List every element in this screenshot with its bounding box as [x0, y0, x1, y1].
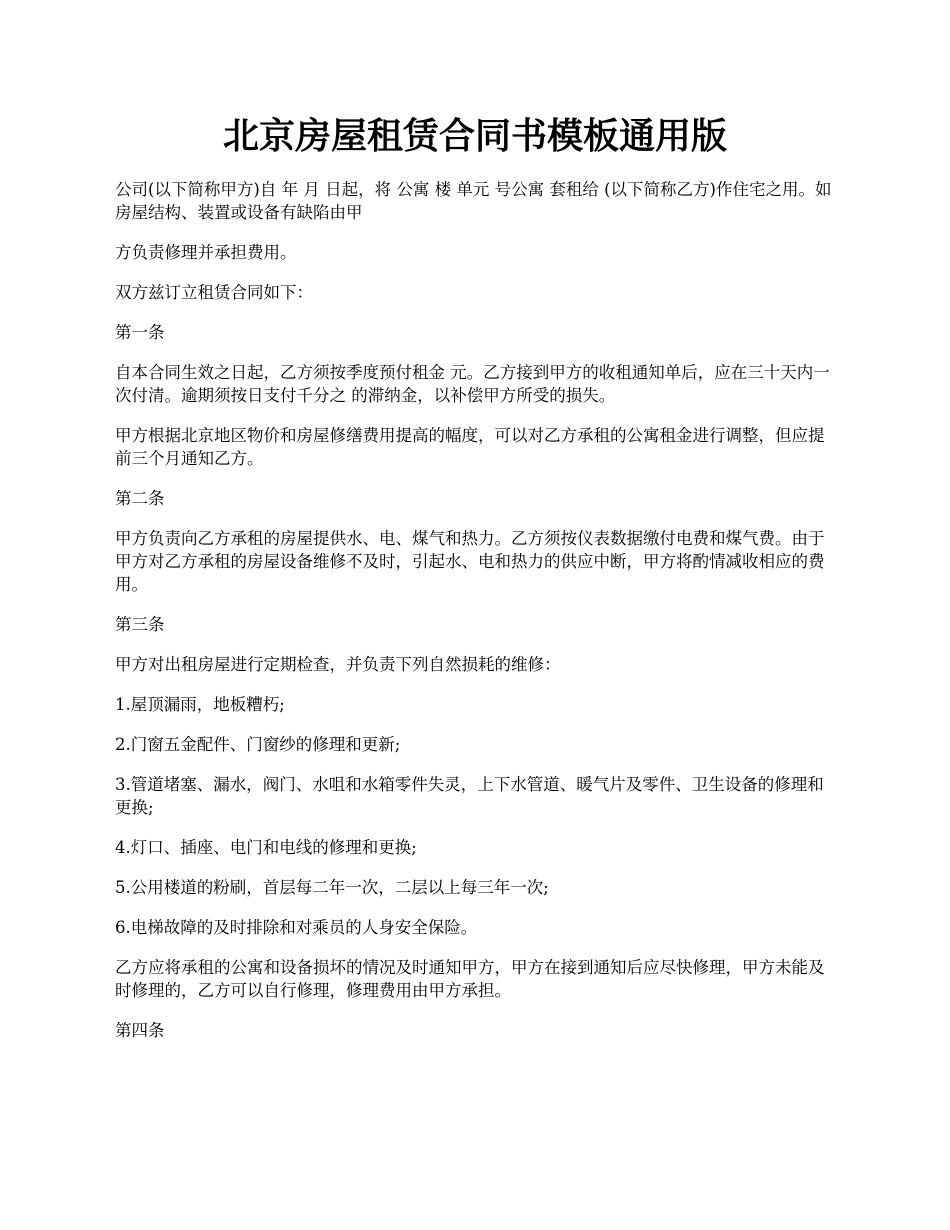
article-heading-1: 第一条	[115, 323, 165, 342]
list-item: 2.门窗五金配件、门窗纱的修理和更新;	[115, 735, 401, 754]
paragraph-intro: 公司(以下简称甲方)自 年 月 日起，将 公寓 楼 单元 号公寓 套租给 (以下简称乙方)作住宅之用。如房屋结构、装置或设备有缺陷由甲	[115, 180, 832, 222]
document-title: 北京房屋租赁合同书模板通用版	[222, 115, 727, 157]
list-item: 4.灯口、插座、电门和电线的修理和更换;	[115, 838, 417, 857]
paragraph-intro-continued: 方负责修理并承担费用。	[115, 243, 297, 262]
paragraph-inspection: 甲方对出租房屋进行定期检查，并负责下列自然损耗的维修：	[115, 655, 561, 674]
paragraph-utilities: 甲方负责向乙方承租的房屋提供水、电、煤气和热力。乙方须按仪表数据缴付电费和煤气费。由于甲方对乙方承租的房屋设备维修不及时，引起水、电和热力的供应中断，甲方将酌情减收相应的费用。	[115, 529, 825, 594]
list-item: 5.公用楼道的粉刷，首层每二年一次，二层以上每三年一次;	[115, 878, 549, 897]
article-heading-4: 第四条	[115, 1021, 165, 1040]
paragraph-rent-adjustment: 甲方根据北京地区物价和房屋修缮费用提高的幅度，可以对乙方承租的公寓租金进行调整，但应提前三个月通知乙方。	[115, 426, 825, 468]
document-body	[115, 178, 840, 1059]
list-item: 3.管道堵塞、漏水，阀门、水咀和水箱零件失灵，上下水管道、暖气片及零件、卫生设备的修理和更换;	[115, 775, 824, 817]
list-item: 6.电梯故障的及时排除和对乘员的人身安全保险。	[115, 918, 478, 937]
paragraph-repair-notice: 乙方应将承租的公寓和设备损坏的情况及时通知甲方，甲方在接到通知后应尽快修理，甲方未能及时修理的，乙方可以自行修理，修理费用由甲方承担。	[115, 958, 825, 1000]
list-item: 1.屋顶漏雨，地板糟朽;	[115, 695, 285, 714]
paragraph-agreement: 双方兹订立租赁合同如下：	[115, 283, 313, 302]
article-heading-2: 第二条	[115, 489, 165, 508]
article-heading-3: 第三条	[115, 615, 165, 634]
paragraph-rent-payment: 自本合同生效之日起，乙方须按季度预付租金 元。乙方接到甲方的收租通知单后，应在三十天内一次付清。逾期须按日支付千分之 的滞纳金，以补偿甲方所受的损失。	[115, 363, 830, 405]
